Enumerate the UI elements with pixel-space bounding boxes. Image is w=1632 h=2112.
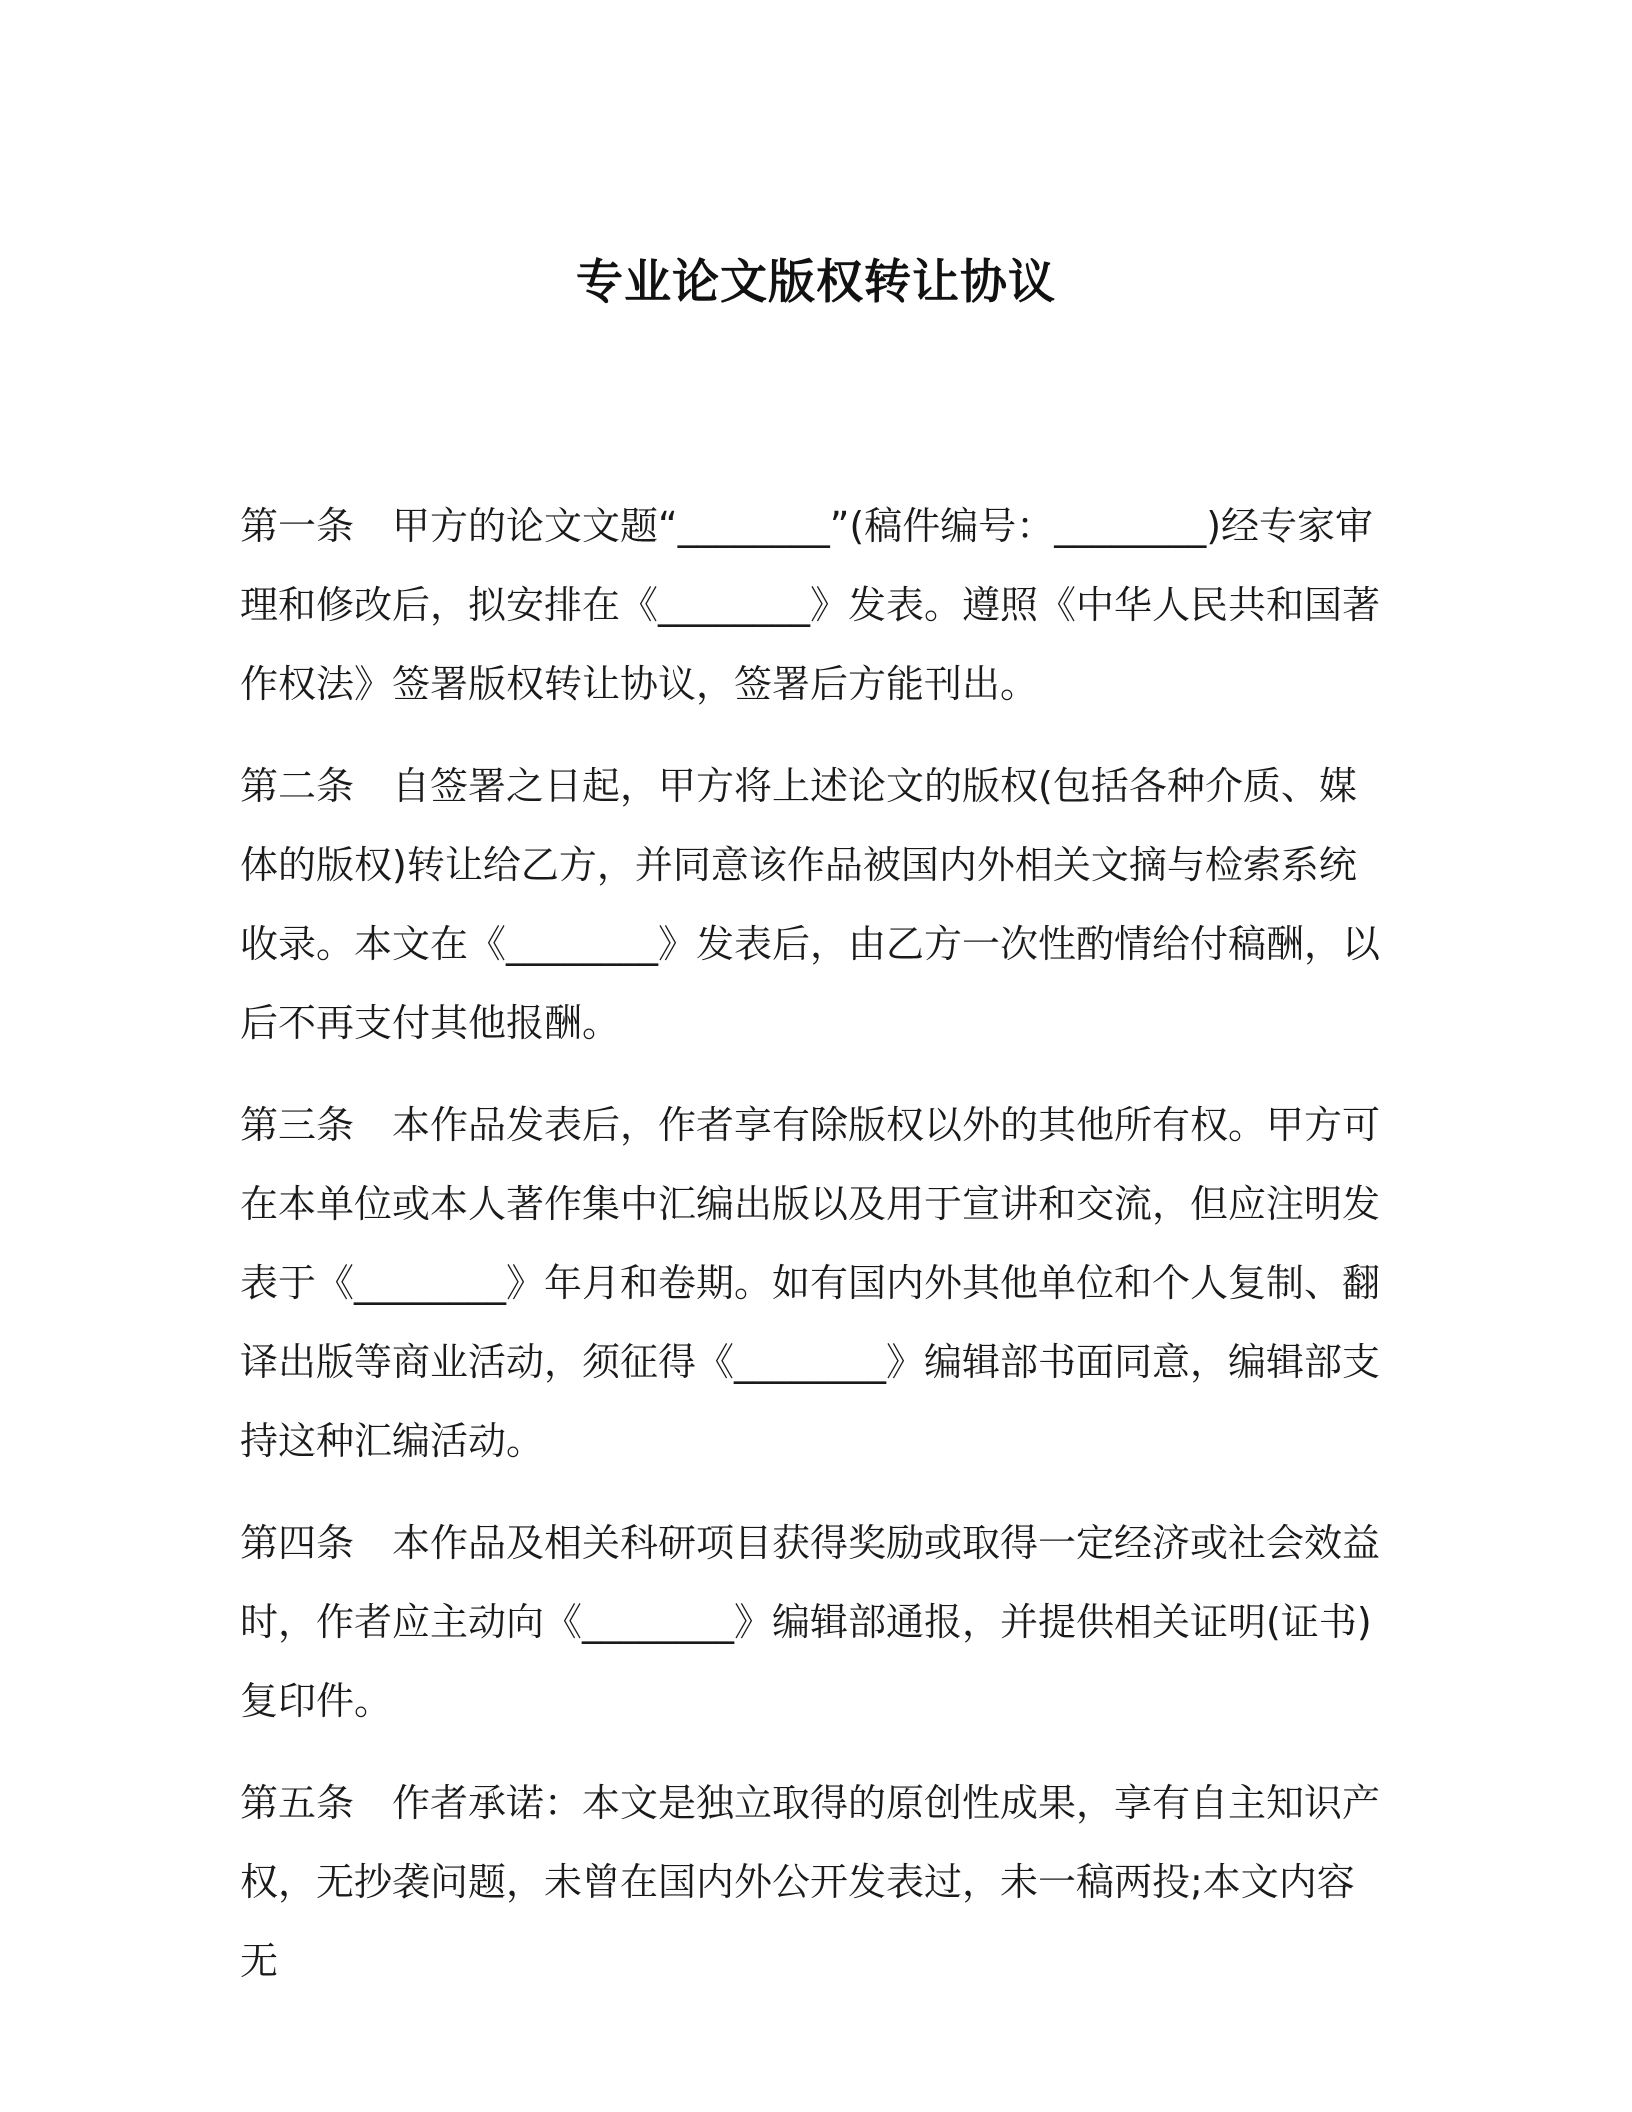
article-text: 本作品发表后，作者享有除版权以外的其他所有权。甲方可在本单位或本人著作集中汇编出版以及用于宣讲和交流，但应注明发表于《________》年月和卷期。如有国内外其他单位和个人复制、翻译出版等商业活动，须征得《________》编辑部书面同意，编辑部支持这种汇编活动。 <box>240 1103 1381 1463</box>
article-text: 自签署之日起，甲方将上述论文的版权(包括各种介质、媒体的版权)转让给乙方，并同意该作品被国内外相关文摘与检索系统收录。本文在《________》发表后，由乙方一次性酌情给付稿酬，以后不再支付其他报酬。 <box>240 764 1381 1045</box>
article-4 <box>240 1504 1390 1741</box>
article-3 <box>240 1086 1390 1481</box>
article-label: 第一条 <box>240 504 355 548</box>
article-text: 本作品及相关科研项目获得奖励或取得一定经济或社会效益时，作者应主动向《________》编辑部通报，并提供相关证明(证书)复印件。 <box>240 1521 1381 1723</box>
article-label: 第二条 <box>240 764 355 808</box>
article-5 <box>240 1764 1390 2001</box>
article-label: 第三条 <box>240 1103 355 1147</box>
document-body <box>240 487 1390 2024</box>
article-2 <box>240 747 1390 1063</box>
article-label: 第五条 <box>240 1781 355 1825</box>
article-label: 第四条 <box>240 1521 355 1565</box>
article-text: 甲方的论文文题“________”(稿件编号：________)经专家审理和修改后，拟安排在《________》发表。遵照《中华人民共和国著作权法》签署版权转让协议，签署后方能刊出。 <box>240 504 1381 706</box>
document-title: 专业论文版权转让协议 <box>576 255 1056 311</box>
article-text: 作者承诺：本文是独立取得的原创性成果，享有自主知识产权，无抄袭问题，未曾在国内外公开发表过，未一稿两投;本文内容无 <box>240 1781 1381 1983</box>
article-1 <box>240 487 1390 724</box>
